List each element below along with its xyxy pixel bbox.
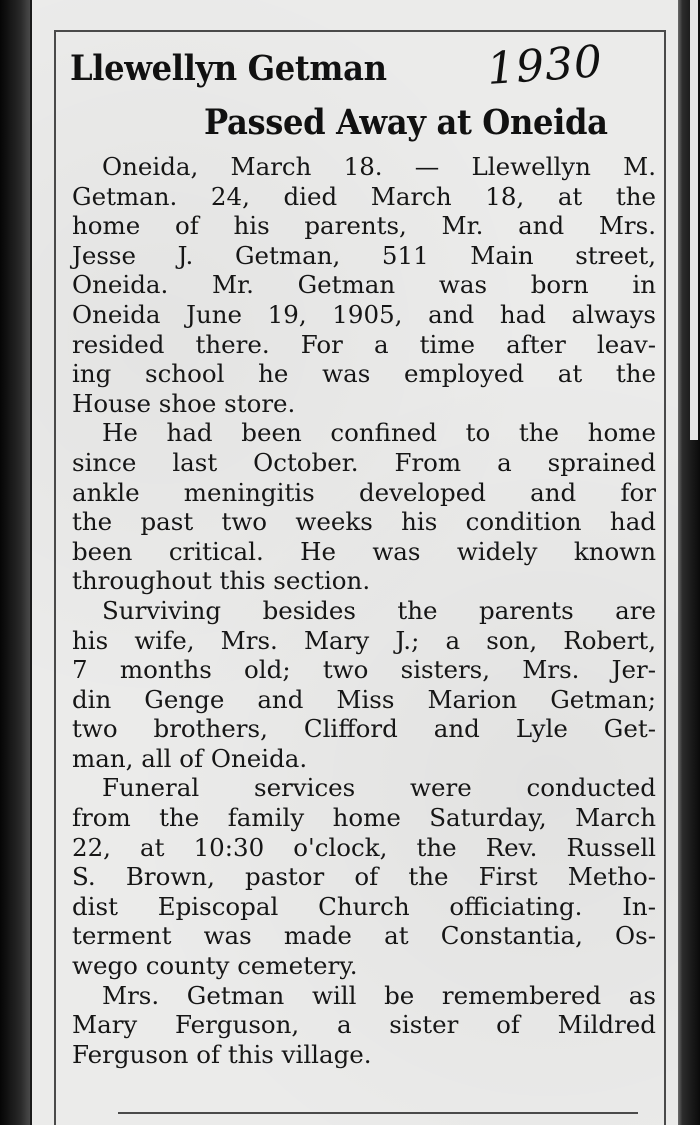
- scan-right-paper-strip: [690, 0, 698, 440]
- text-line: two brothers, Clifford and Lyle Get-: [72, 714, 656, 744]
- text-line: terment was made at Constantia, Os-: [72, 921, 656, 951]
- text-line: the past two weeks his condition had: [72, 507, 656, 537]
- text-line: Surviving besides the parents are: [102, 595, 656, 625]
- paragraph: [72, 596, 656, 774]
- text-line: Oneida. Mr. Getman was born in: [72, 270, 656, 300]
- text-line: ankle meningitis developed and for: [72, 477, 656, 507]
- scan-left-border: [0, 0, 30, 1125]
- article-body: [72, 152, 656, 1069]
- text-line: been critical. He was widely known: [72, 536, 656, 566]
- text-line: Mrs. Getman will be remembered as: [102, 980, 656, 1010]
- text-line: from the family home Saturday, March: [72, 803, 656, 833]
- text-line: dist Episcopal Church officiating. In-: [72, 891, 656, 921]
- text-line: 7 months old; two sisters, Mrs. Jer-: [72, 655, 656, 685]
- column-rule-bottom: [118, 1112, 638, 1114]
- paragraph: [72, 152, 656, 418]
- headline-line-2: Passed Away at Oneida: [204, 102, 608, 143]
- column-rule-top: [54, 30, 666, 32]
- text-line: his wife, Mrs. Mary J.; a son, Robert,: [72, 625, 656, 655]
- headline-line-1: Llewellyn Getman: [70, 48, 387, 89]
- text-line: Getman. 24, died March 18, at the: [72, 181, 656, 211]
- text-line: throughout this section.: [72, 566, 371, 596]
- text-line: ing school he was employed at the: [72, 359, 656, 389]
- text-line: Funeral services were conducted: [102, 773, 656, 803]
- text-line: resided there. For a time after leav-: [72, 329, 656, 359]
- text-line: He had been confined to the home: [102, 418, 656, 448]
- text-line: S. Brown, pastor of the First Metho-: [72, 862, 656, 892]
- text-line: 22, at 10:30 o'clock, the Rev. Russell: [72, 832, 656, 862]
- text-line: man, all of Oneida.: [72, 743, 308, 773]
- text-line: wego county cemetery.: [72, 951, 358, 981]
- text-line: home of his parents, Mr. and Mrs.: [72, 211, 656, 241]
- column-rule-right: [664, 30, 666, 1125]
- paragraph: [72, 418, 656, 596]
- handwritten-year: 1930: [485, 36, 605, 95]
- text-line: Jesse J. Getman, 511 Main street,: [72, 240, 656, 270]
- text-line: since last October. From a sprained: [72, 447, 656, 477]
- column-rule-left: [54, 30, 56, 1125]
- paragraph: [72, 773, 656, 980]
- text-line: Ferguson of this village.: [72, 1039, 372, 1069]
- text-line: House shoe store.: [72, 388, 296, 418]
- text-line: Oneida, March 18. — Llewellyn M.: [102, 152, 656, 181]
- text-line: Oneida June 19, 1905, and had always: [72, 299, 656, 329]
- newspaper-clipping: [32, 0, 678, 1125]
- paragraph: [72, 981, 656, 1070]
- text-line: din Genge and Miss Marion Getman;: [72, 684, 656, 714]
- text-line: Mary Ferguson, a sister of Mildred: [72, 1010, 656, 1040]
